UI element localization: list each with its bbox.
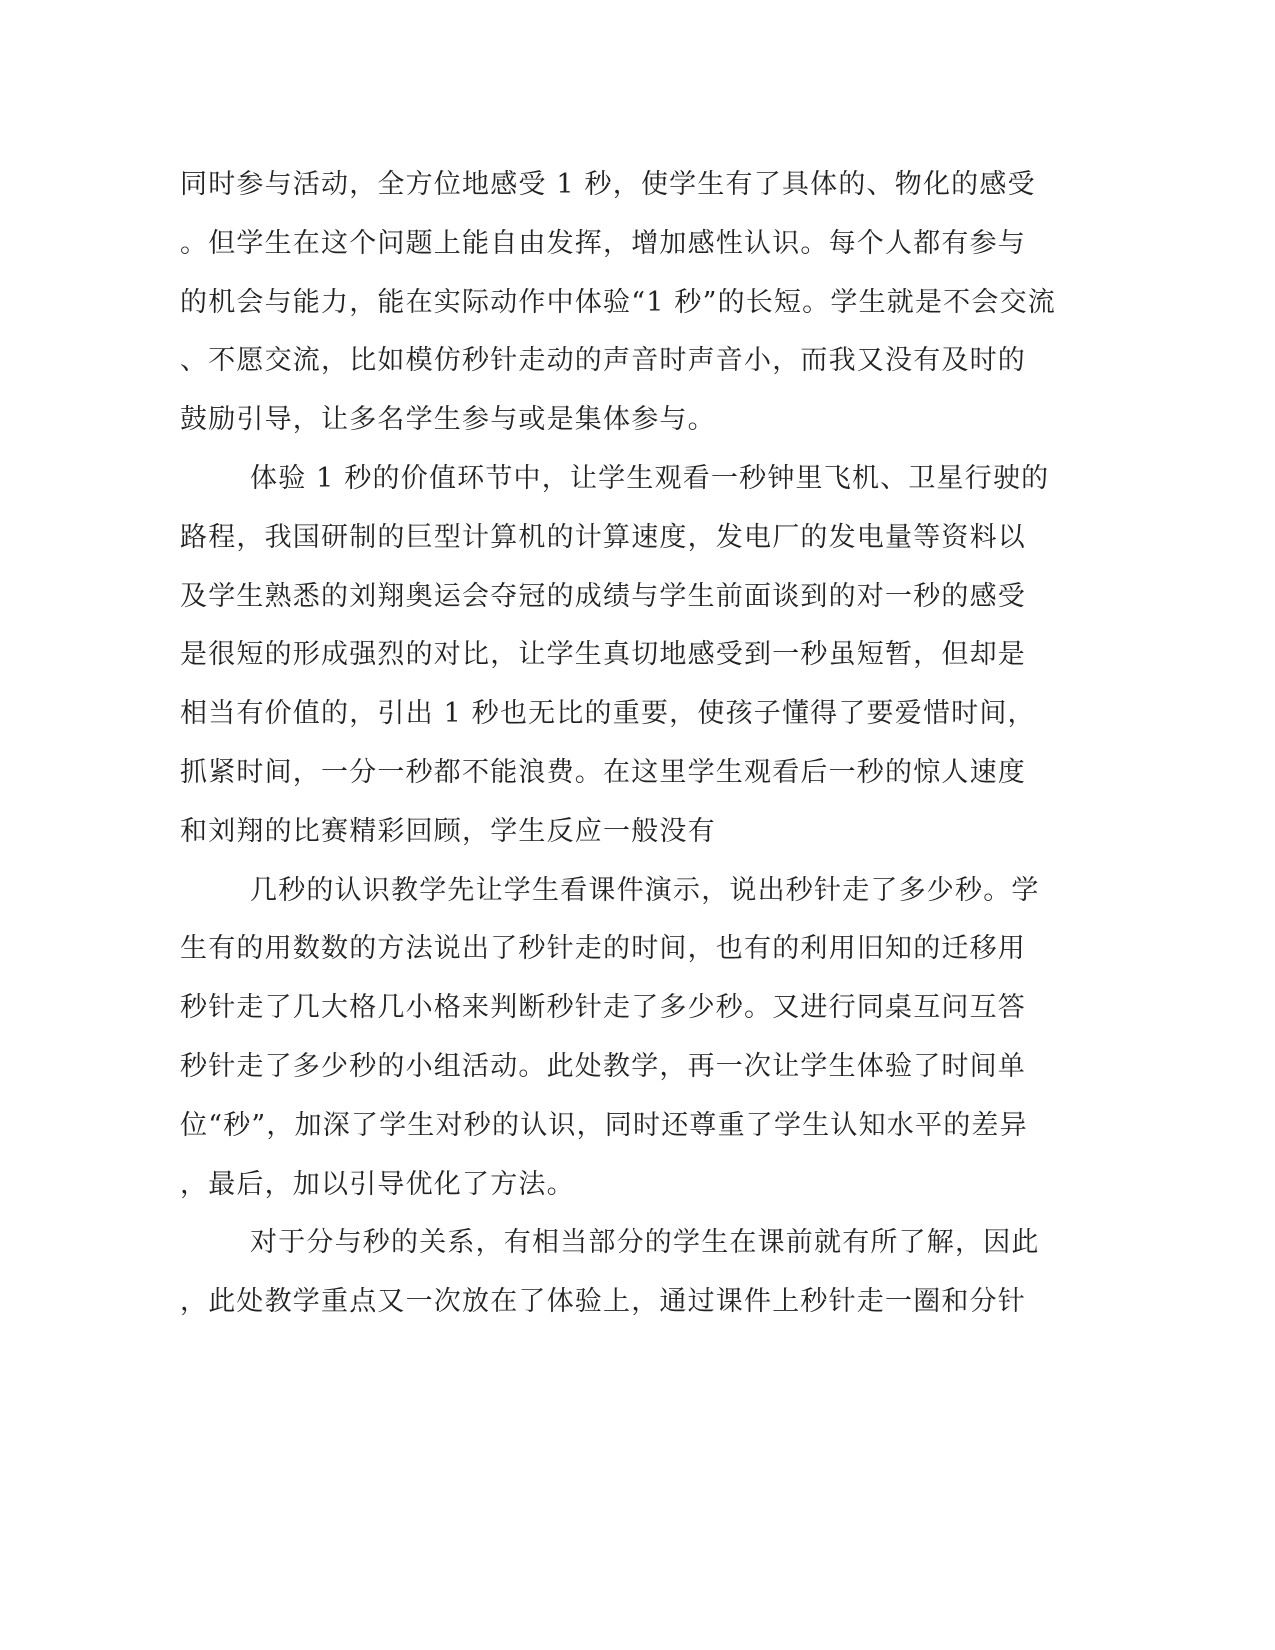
- text-line: 秒针走了多少秒的小组活动。此处教学，再一次让学生体验了时间单: [180, 1050, 1026, 1082]
- text-line: 抓紧时间，一分一秒都不能浪费。在这里学生观看后一秒的惊人速度: [180, 756, 1026, 788]
- text-line: ，最后，加以引导优化了方法。: [180, 1168, 575, 1200]
- paragraph-2: [180, 450, 1050, 862]
- text-line: 几秒的认识教学先让学生看课件演示，说出秒针走了多少秒。学: [250, 874, 1040, 906]
- paragraph-4: [180, 1214, 1040, 1332]
- text-line: 同时参与活动，全方位地感受 1 秒，使学生有了具体的、物化的感受: [180, 169, 1036, 200]
- paragraph-3: [180, 862, 1040, 1215]
- text-line: 体验 1 秒的价值环节中，让学生观看一秒钟里飞机、卫星行驶的: [250, 462, 1050, 494]
- text-line: 相当有价值的，引出 1 秒也无比的重要，使孩子懂得了要爱惜时间，: [180, 698, 1036, 730]
- text-line: ，此处教学重点又一次放在了体验上，通过课件上秒针走一圈和分针: [180, 1286, 1026, 1318]
- text-line: 秒针走了几大格几小格来判断秒针走了多少秒。又进行同桌互问互答: [180, 992, 1026, 1024]
- text-line: 和刘翔的比赛精彩回顾，学生反应一般没有: [180, 815, 716, 847]
- body-text: [180, 156, 1056, 1332]
- text-line: 生有的用数数的方法说出了秒针走的时间，也有的利用旧知的迁移用: [180, 933, 1026, 965]
- text-line: 对于分与秒的关系，有相当部分的学生在课前就有所了解，因此: [250, 1227, 1040, 1259]
- text-line: 是很短的形成强烈的对比，让学生真切地感受到一秒虽短暂，但却是: [180, 639, 1026, 671]
- text-line: 鼓励引导，让多名学生参与或是集体参与。: [180, 404, 716, 436]
- text-line: 的机会与能力，能在实际动作中体验“1 秒”的长短。学生就是不会交流: [180, 286, 1056, 318]
- paragraph-1: [180, 156, 1056, 450]
- text-line: 。但学生在这个问题上能自由发挥，增加感性认识。每个人都有参与: [180, 227, 1026, 259]
- text-line: 及学生熟悉的刘翔奥运会夺冠的成绩与学生前面谈到的对一秒的感受: [180, 580, 1026, 612]
- text-line: 、不愿交流，比如模仿秒针走动的声音时声音小，而我又没有及时的: [180, 345, 1026, 377]
- text-line: 位“秒”，加深了学生对秒的认识，同时还尊重了学生认知水平的差异: [180, 1109, 1028, 1141]
- text-line: 路程，我国研制的巨型计算机的计算速度，发电厂的发电量等资料以: [180, 521, 1026, 553]
